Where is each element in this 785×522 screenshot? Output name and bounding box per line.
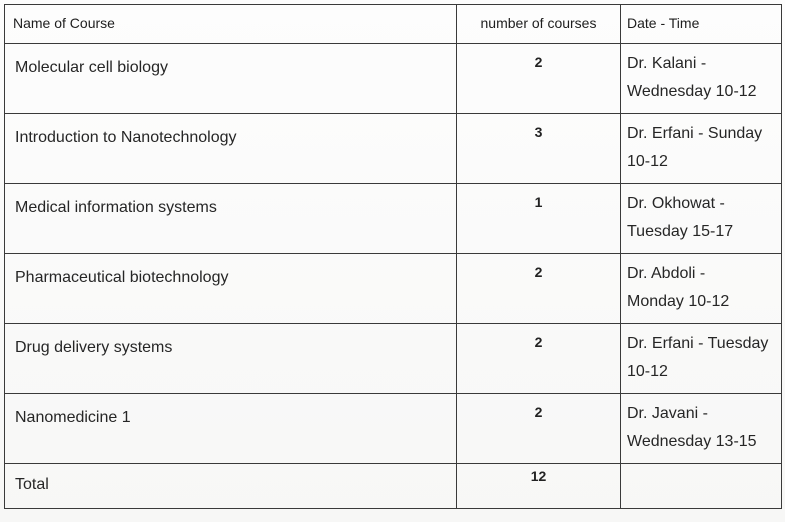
date-time-cell xyxy=(621,324,782,394)
instructor-line: Dr. Javani - xyxy=(627,405,708,422)
course-count-cell: 2 xyxy=(457,394,621,464)
instructor-line: Dr. Okhowat - xyxy=(627,195,725,212)
instructor-line: Dr. Erfani - Tuesday xyxy=(627,335,769,352)
schedule-line: Monday 10-12 xyxy=(627,293,730,310)
date-time-cell xyxy=(621,114,782,184)
table-row xyxy=(5,394,782,464)
total-date-time-cell xyxy=(621,464,782,509)
instructor-line: Dr. Kalani - xyxy=(627,55,707,72)
table-row xyxy=(5,44,782,114)
table-row xyxy=(5,184,782,254)
course-count-cell: 1 xyxy=(457,184,621,254)
course-name-cell: Drug delivery systems xyxy=(5,324,457,394)
schedule-line: Wednesday 13-15 xyxy=(627,433,757,450)
course-count-cell: 3 xyxy=(457,114,621,184)
total-label-cell: Total xyxy=(5,464,457,509)
instructor-line: Dr. Abdoli - xyxy=(627,265,706,282)
instructor-line: Dr. Erfani - Sunday xyxy=(627,125,763,142)
date-time-cell xyxy=(621,44,782,114)
course-count-cell: 2 xyxy=(457,324,621,394)
schedule-line: 10-12 xyxy=(627,153,668,170)
course-schedule-table xyxy=(4,4,782,509)
course-count-cell: 2 xyxy=(457,254,621,324)
table-header-row xyxy=(5,5,782,44)
total-row xyxy=(5,464,782,509)
date-time-cell xyxy=(621,394,782,464)
course-name-cell: Molecular cell biology xyxy=(5,44,457,114)
table-row xyxy=(5,254,782,324)
date-time-cell xyxy=(621,254,782,324)
course-name-cell: Nanomedicine 1 xyxy=(5,394,457,464)
schedule-line: Wednesday 10-12 xyxy=(627,83,757,100)
course-name-cell: Medical information systems xyxy=(5,184,457,254)
course-name-cell: Pharmaceutical biotechnology xyxy=(5,254,457,324)
table-row xyxy=(5,114,782,184)
table-row xyxy=(5,324,782,394)
schedule-line: Tuesday 15-17 xyxy=(627,223,734,240)
schedule-line: 10-12 xyxy=(627,363,668,380)
date-time-cell xyxy=(621,184,782,254)
header-date-time: Date - Time xyxy=(621,5,782,44)
total-count-cell: 12 xyxy=(457,464,621,509)
header-course-name: Name of Course xyxy=(5,5,457,44)
course-name-cell: Introduction to Nanotechnology xyxy=(5,114,457,184)
header-course-count: number of courses xyxy=(457,5,621,44)
course-count-cell: 2 xyxy=(457,44,621,114)
